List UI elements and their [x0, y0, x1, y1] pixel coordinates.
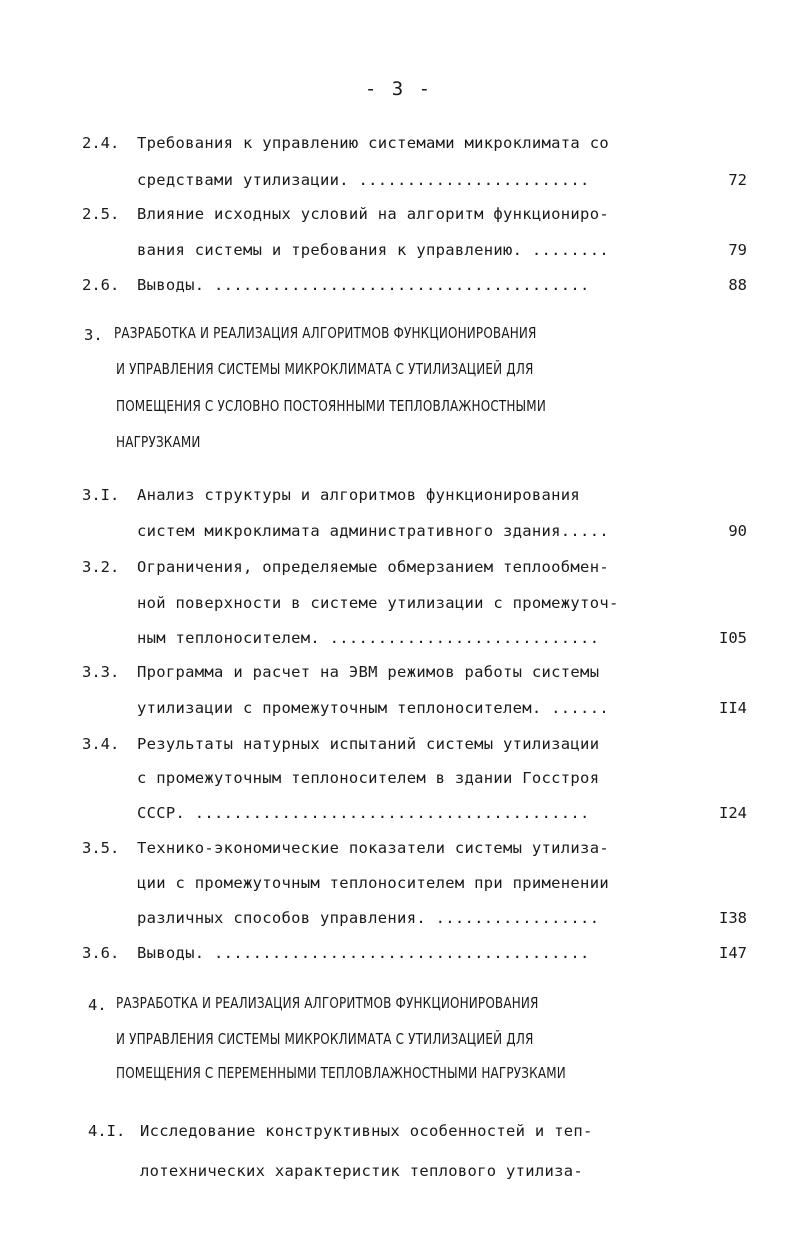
chapter-title-line: ПОМЕЩЕНИЯ С УСЛОВНО ПОСТОЯННЫМИ ТЕПЛОВЛАЖНОСТНЫМИ: [116, 397, 546, 415]
toc-line: утилизации с промежуточным теплоносителем. ......: [137, 699, 609, 717]
toc-line: Исследование конструктивных особенностей и теп-: [140, 1122, 593, 1140]
chapter-title-line: РАЗРАБОТКА И РЕАЛИЗАЦИЯ АЛГОРИТМОВ ФУНКЦИОНИРОВАНИЯ: [116, 994, 539, 1012]
toc-line: средствами утилизации. ........................: [137, 171, 590, 189]
toc-number: 3.2.: [82, 558, 120, 576]
page-number: - 3 -: [364, 78, 433, 100]
toc-line: ным теплоносителем. ............................: [137, 629, 600, 647]
toc-number: 4.I.: [88, 1122, 126, 1140]
toc-line: Программа и расчет на ЭВМ режимов работы системы: [137, 663, 600, 681]
toc-number: 2.6.: [82, 276, 120, 294]
toc-line: Ограничения, определяемые обмерзанием теплообмен-: [137, 558, 609, 576]
toc-line: с промежуточным теплоносителем в здании Госстроя: [137, 769, 600, 787]
chapter-title-line: И УПРАВЛЕНИЯ СИСТЕМЫ МИКРОКЛИМАТА С УТИЛИЗАЦИЕЙ ДЛЯ: [116, 360, 534, 378]
toc-page: 88: [728, 276, 747, 294]
chapter-title-line: И УПРАВЛЕНИЯ СИСТЕМЫ МИКРОКЛИМАТА С УТИЛИЗАЦИЕЙ ДЛЯ: [116, 1030, 534, 1048]
toc-line: различных способов управления. .................: [137, 909, 600, 927]
toc-line: систем микроклимата административного здания.....: [137, 522, 609, 540]
toc-number: 2.5.: [82, 205, 120, 223]
toc-page: II4: [719, 699, 747, 717]
chapter-title-line: РАЗРАБОТКА И РЕАЛИЗАЦИЯ АЛГОРИТМОВ ФУНКЦИОНИРОВАНИЯ: [114, 324, 537, 342]
toc-line: Результаты натурных испытаний системы утилизации: [137, 735, 600, 753]
toc-line: Требования к управлению системами микроклимата со: [137, 134, 609, 152]
toc-number: 3.5.: [82, 839, 120, 857]
toc-page: 90: [728, 522, 747, 540]
toc-page: I05: [719, 629, 747, 647]
toc-line: ции с промежуточным теплоносителем при применении: [137, 874, 609, 892]
toc-page: 79: [728, 241, 747, 259]
toc-page: I24: [719, 804, 747, 822]
toc-line: лотехнических характеристик теплового утилиза-: [140, 1162, 584, 1180]
toc-page: 72: [728, 171, 747, 189]
toc-line: Выводы. .......................................: [137, 276, 590, 294]
chapter-number: 3.: [84, 326, 103, 344]
toc-line: СССР. .........................................: [137, 804, 590, 822]
toc-number: 3.4.: [82, 735, 120, 753]
chapter-title-line: НАГРУЗКАМИ: [116, 433, 201, 451]
toc-line: вания системы и требования к управлению. ........: [137, 241, 609, 259]
toc-number: 3.3.: [82, 663, 120, 681]
toc-page: I47: [719, 944, 747, 962]
toc-line: Выводы. .......................................: [137, 944, 590, 962]
toc-page: I38: [719, 909, 747, 927]
toc-line: Анализ структуры и алгоритмов функционирования: [137, 486, 581, 504]
toc-line: ной поверхности в системе утилизации с промежуточ-: [137, 594, 619, 612]
chapter-number: 4.: [88, 996, 107, 1014]
toc-number: 3.I.: [82, 486, 120, 504]
toc-line: Технико-экономические показатели системы утилиза-: [137, 839, 609, 857]
toc-number: 3.6.: [82, 944, 120, 962]
chapter-title-line: ПОМЕЩЕНИЯ С ПЕРЕМЕННЫМИ ТЕПЛОВЛАЖНОСТНЫМИ НАГРУЗКАМИ: [116, 1064, 566, 1082]
toc-line: Влияние исходных условий на алгоритм функциониро-: [137, 205, 609, 223]
toc-number: 2.4.: [82, 134, 120, 152]
